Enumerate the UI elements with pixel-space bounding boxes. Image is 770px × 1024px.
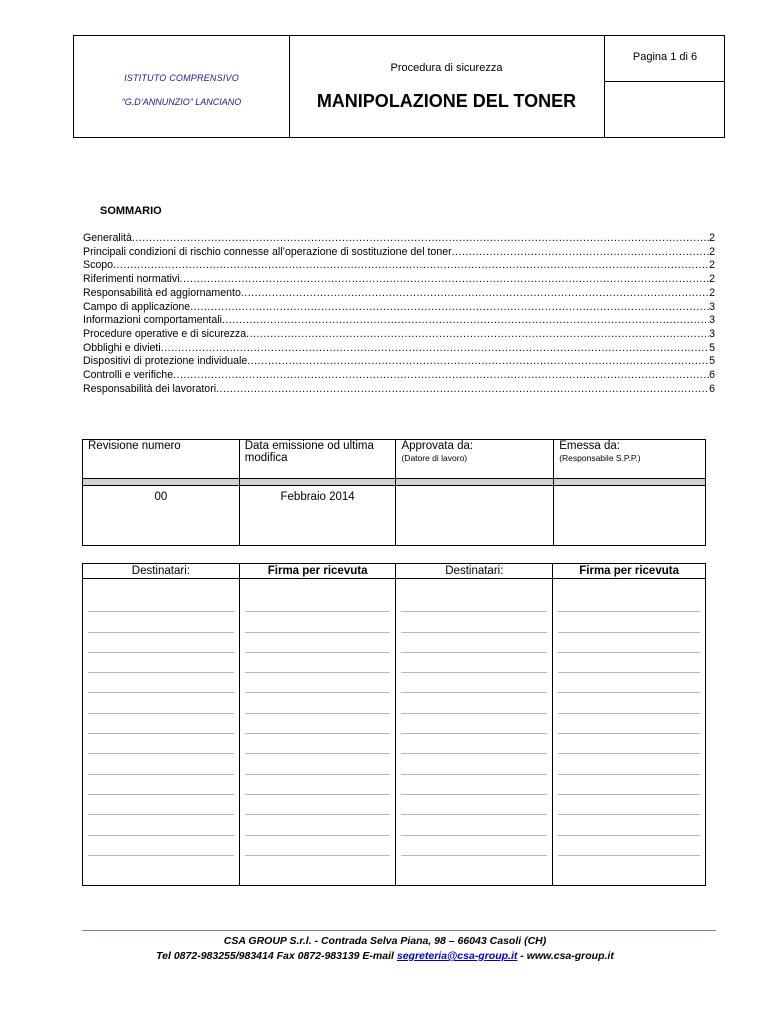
blank-lines	[558, 592, 700, 856]
toc-entry-label: Responsabilità dei lavoratori	[83, 382, 217, 395]
blank-line[interactable]	[88, 734, 234, 754]
blank-line[interactable]	[88, 592, 234, 612]
blank-line[interactable]	[401, 815, 547, 835]
separator-row	[83, 479, 706, 486]
header-divider	[289, 36, 290, 137]
blank-line[interactable]	[245, 836, 391, 856]
recipients-header: Destinatari:	[83, 564, 240, 579]
toc-entry-page: 2	[709, 273, 715, 286]
blank-line[interactable]	[401, 734, 547, 754]
signature-header: Firma per ricevuta	[553, 564, 706, 579]
toc-entry[interactable]	[83, 355, 715, 369]
toc-entry-page: 2	[709, 232, 715, 244]
toc-entry[interactable]	[83, 369, 715, 383]
page-number: Pagina 1 di 6	[632, 51, 698, 63]
toc-entry-page: 5	[709, 355, 715, 368]
toc-entry[interactable]	[83, 383, 715, 397]
blank-line[interactable]	[88, 775, 234, 795]
school-name-line1: ISTITUTO COMPRENSIVO	[124, 73, 239, 83]
approved-by-signature	[396, 486, 554, 546]
footer-website: - www.csa-group.it	[517, 950, 614, 962]
footer-phone: Tel 0872-983255/983414 Fax 0872-983139 E-mail	[156, 950, 397, 962]
blank-line[interactable]	[558, 795, 700, 815]
blank-line[interactable]	[88, 836, 234, 856]
toc-leader-dots	[246, 328, 709, 342]
blank-line[interactable]	[88, 795, 234, 815]
issue-date-header: Data emissione od ultima modifica	[239, 440, 396, 479]
toc-entry-label: Principali condizioni di rischio connesse all’operazione di sostituzione del toner	[83, 245, 452, 258]
toc-entry-label: Controlli e verifiche	[83, 369, 174, 382]
toc-entry-label: Generalità	[83, 232, 132, 244]
blank-line[interactable]	[88, 612, 234, 632]
issued-by-role: (Responsabile S.P.P.)	[559, 453, 641, 463]
toc-entry[interactable]	[83, 314, 715, 328]
revision-number-header: Revisione numero	[83, 440, 240, 479]
toc-entry-page: 2	[709, 245, 715, 258]
blank-line[interactable]	[88, 754, 234, 774]
blank-line[interactable]	[401, 754, 547, 774]
toc-entry-page: 6	[709, 369, 715, 382]
blank-line[interactable]	[558, 612, 700, 632]
issued-by-label: Emessa da:	[559, 440, 620, 452]
blank-line[interactable]	[401, 612, 547, 632]
toc-entry[interactable]	[83, 246, 715, 260]
blank-line[interactable]	[245, 633, 391, 653]
recipients-column	[396, 579, 553, 886]
toc-entry-page: 6	[709, 382, 715, 395]
toc-entry-label: Scopo	[83, 259, 114, 272]
document-header	[73, 35, 725, 138]
approved-by-role: (Datore di lavoro)	[401, 453, 468, 463]
blank-line[interactable]	[558, 734, 700, 754]
recipients-table	[82, 563, 706, 886]
approved-by-header	[396, 440, 554, 479]
blank-line[interactable]	[558, 592, 700, 612]
revision-table	[82, 439, 706, 546]
blank-line[interactable]	[245, 592, 391, 612]
footer-contacts	[0, 950, 770, 962]
signature-column	[239, 579, 396, 886]
recipients-column	[83, 579, 240, 886]
toc-leader-dots	[216, 383, 709, 397]
toc-leader-dots	[241, 287, 709, 301]
signature-column	[553, 579, 706, 886]
blank-line[interactable]	[401, 795, 547, 815]
blank-lines	[401, 592, 547, 856]
toc-title: SOMMARIO	[100, 205, 162, 217]
toc-entry-label: Obblighi e divieti	[83, 341, 161, 354]
blank-line[interactable]	[558, 714, 700, 734]
blank-line[interactable]	[558, 673, 700, 693]
blank-line[interactable]	[245, 775, 391, 795]
toc-leader-dots	[190, 301, 709, 315]
blank-line[interactable]	[245, 815, 391, 835]
toc-leader-dots	[180, 273, 710, 287]
blank-line[interactable]	[401, 673, 547, 693]
approved-by-label: Approvata da:	[401, 440, 474, 452]
toc-entry[interactable]	[83, 273, 715, 287]
blank-line[interactable]	[401, 775, 547, 795]
procedure-subtitle: Procedura di sicurezza	[390, 62, 503, 74]
toc-leader-dots	[222, 314, 709, 328]
footer-address: CSA GROUP S.r.l. - Contrada Selva Piana, 98 – 66043 Casoli (CH)	[223, 935, 547, 947]
blank-line[interactable]	[401, 714, 547, 734]
issued-by-signature	[554, 486, 706, 546]
blank-line[interactable]	[245, 714, 391, 734]
toc-leader-dots	[161, 342, 709, 356]
blank-line[interactable]	[245, 653, 391, 673]
table-of-contents	[83, 232, 715, 396]
toc-leader-dots	[132, 232, 709, 246]
toc-entry[interactable]	[83, 287, 715, 301]
toc-leader-dots	[247, 355, 709, 369]
toc-entry-page: 5	[709, 341, 715, 354]
blank-line[interactable]	[401, 653, 547, 673]
toc-entry-label: Procedure operative e di sicurezza	[83, 327, 247, 340]
toc-entry-label: Informazioni comportamentali	[83, 314, 222, 327]
header-divider	[604, 81, 724, 82]
toc-entry-page: 3	[709, 314, 715, 327]
blank-line[interactable]	[401, 836, 547, 856]
school-name-line2: “G.D’ANNUNZIO” LANCIANO	[121, 97, 242, 107]
toc-leader-dots	[113, 259, 709, 273]
blank-line[interactable]	[401, 693, 547, 713]
blank-line[interactable]	[558, 815, 700, 835]
blank-lines	[88, 592, 234, 856]
blank-line[interactable]	[88, 653, 234, 673]
blank-line[interactable]	[88, 714, 234, 734]
toc-entry-label: Campo di applicazione	[83, 300, 191, 313]
toc-entry-page: 2	[709, 286, 715, 299]
email-link[interactable]: segreteria@csa-group.it	[396, 950, 518, 962]
blank-line[interactable]	[88, 633, 234, 653]
toc-leader-dots	[452, 246, 709, 260]
blank-line[interactable]	[401, 633, 547, 653]
toc-entry-page: 2	[709, 259, 715, 272]
blank-line[interactable]	[558, 693, 700, 713]
blank-line[interactable]	[88, 693, 234, 713]
recipients-header: Destinatari:	[396, 564, 553, 579]
toc-entry[interactable]	[83, 259, 715, 273]
procedure-title: MANIPOLAZIONE DEL TONER	[316, 91, 577, 111]
toc-entry-page: 3	[709, 300, 715, 313]
blank-line[interactable]	[88, 815, 234, 835]
blank-line[interactable]	[558, 754, 700, 774]
blank-line[interactable]	[558, 775, 700, 795]
toc-entry[interactable]	[83, 232, 715, 246]
blank-line[interactable]	[245, 693, 391, 713]
issued-by-header	[554, 440, 706, 479]
blank-line[interactable]	[401, 592, 547, 612]
toc-entry[interactable]	[83, 342, 715, 356]
toc-entry-label: Riferimenti normativi	[83, 273, 180, 286]
issue-date: Febbraio 2014	[239, 486, 396, 546]
toc-entry-page: 3	[709, 327, 715, 340]
blank-line[interactable]	[245, 734, 391, 754]
toc-entry[interactable]	[83, 328, 715, 342]
toc-entry[interactable]	[83, 301, 715, 315]
blank-line[interactable]	[558, 633, 700, 653]
blank-line[interactable]	[558, 836, 700, 856]
toc-entry-label: Responsabilità ed aggiornamento	[83, 286, 241, 299]
blank-line[interactable]	[558, 653, 700, 673]
blank-line[interactable]	[88, 673, 234, 693]
blank-line[interactable]	[245, 612, 391, 632]
footer-rule	[82, 930, 716, 931]
blank-line[interactable]	[245, 754, 391, 774]
signature-header: Firma per ricevuta	[239, 564, 396, 579]
revision-number: 00	[83, 486, 240, 546]
toc-leader-dots	[173, 369, 709, 383]
toc-entry-label: Dispositivi di protezione individuale	[83, 355, 248, 368]
blank-line[interactable]	[245, 673, 391, 693]
blank-line[interactable]	[245, 795, 391, 815]
blank-lines	[245, 592, 391, 856]
